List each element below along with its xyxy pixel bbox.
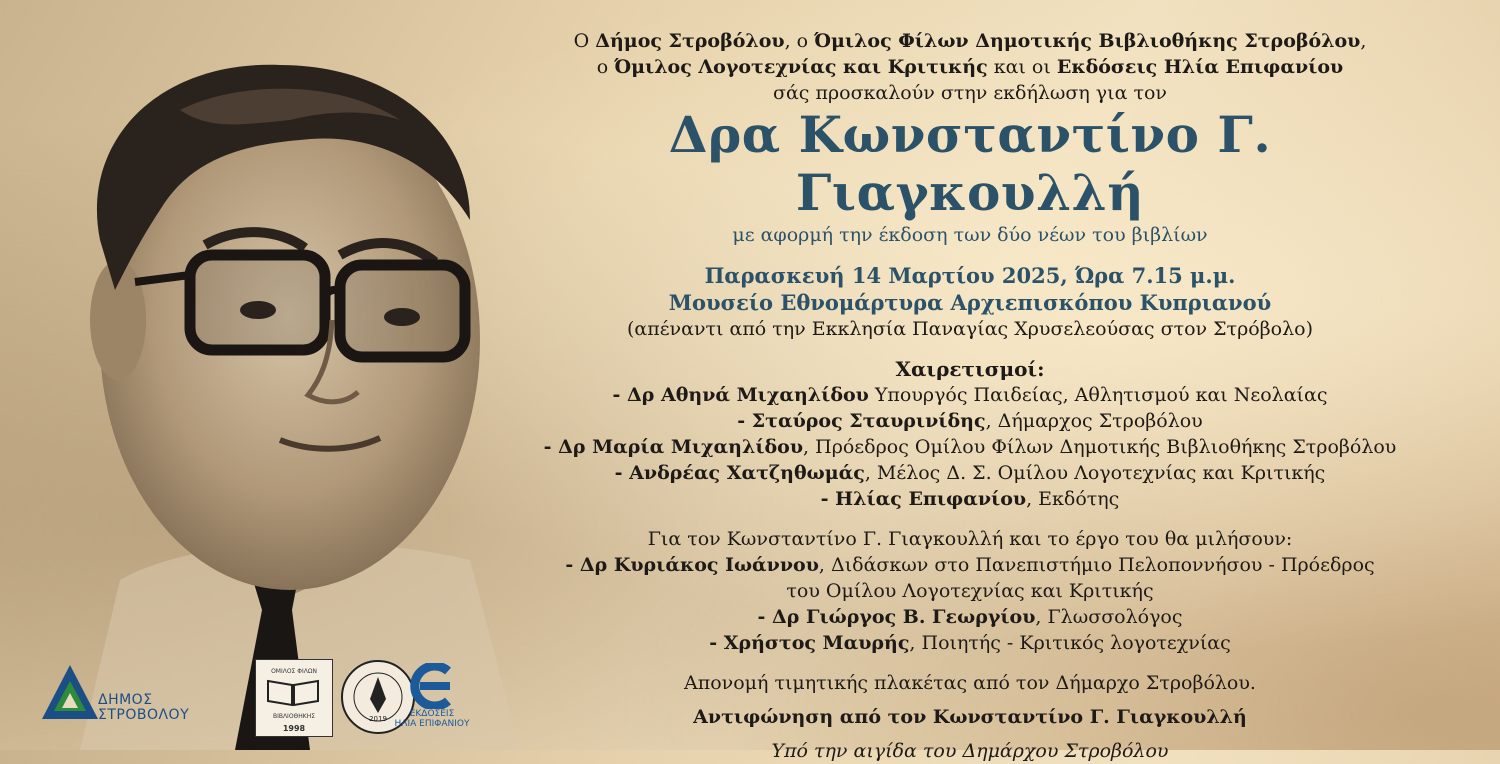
omilos-filon-logo	[255, 659, 333, 737]
invitation-text	[500, 28, 1440, 764]
sponsor-logos	[40, 655, 480, 745]
ekd-logo-text-1: ΕΚΔΟΣΕΙΣ	[409, 709, 455, 719]
intro-line-1: Ο Δήμος Στροβόλου, ο Όμιλος Φίλων Δημοτικής Βιβλιοθήκης Στροβόλου,	[573, 30, 1367, 52]
omilos-logo-year: 1998	[282, 724, 306, 733]
ekd-logo-text-2: ΗΛΙΑ ΕΠΙΦΑΝΙΟΥ	[394, 719, 470, 729]
intro-line-2: ο Όμιλος Λογοτεχνίας και Κριτικής και οι Εκδόσεις Ηλία Επιφανίου	[596, 56, 1344, 78]
speakers-heading: Για τον Κωνσταντίνο Γ. Γιαγκουλλή και το έργο του θα μιλήσουν:	[647, 528, 1293, 550]
portrait-photo	[40, 20, 520, 750]
speaker-item: - Δρ Κυριάκος Ιωάννου, Διδάσκων στο Πανεπιστήμιο Πελοποννήσου - Πρόεδρος	[565, 554, 1375, 576]
speaker-item: - Δρ Γιώργος Β. Γεωργίου, Γλωσσολόγος	[757, 606, 1183, 628]
aegis-note: Υπό την αιγίδα του Δημάρχου Στροβόλου	[771, 740, 1169, 762]
omilos-logo-text-1: ΟΜΙΛΟΣ ΦΙΛΩΝ	[271, 668, 317, 675]
event-venue: Μουσείο Εθνομάρτυρα Αρχιεπισκόπου Κυπριανού	[668, 290, 1272, 315]
award-note: Απονομή τιμητικής πλακέτας από τον Δήμαρχο Στροβόλου.	[684, 672, 1256, 694]
dimos-strovolou-logo	[40, 663, 210, 733]
greeting-item: - Δρ Μαρία Μιχαηλίδου, Πρόεδρος Ομίλου Φίλων Δημοτικής Βιβλιοθήκης Στροβόλου	[543, 436, 1397, 458]
dimos-logo-text-2: ΣΤΡΟΒΟΛΟΥ	[98, 707, 190, 723]
triangle-logo-icon	[40, 663, 100, 723]
event-venue-note: (απέναντι από την Εκκλησία Παναγίας Χρυσελεούσας στον Στρόβολο)	[626, 318, 1313, 340]
page-title: Δρα Κωνσταντίνο Γ. Γιαγκουλλή	[668, 105, 1272, 222]
response-note: Αντιφώνηση από τον Κωνσταντίνο Γ. Γιαγκουλλή	[693, 706, 1247, 728]
e-logo-icon	[390, 663, 474, 709]
speaker-item-continued: του Ομίλου Λογοτεχνίας και Κριτικής	[786, 580, 1154, 602]
subtitle: με αφορμή την έκδοση των δύο νέων του βιβλίων	[732, 224, 1208, 246]
seal-year: 2019	[369, 715, 387, 723]
greeting-item: - Δρ Αθηνά Μιχαηλίδου Υπουργός Παιδείας, Αθλητισμού και Νεολαίας	[612, 384, 1328, 406]
book-icon	[256, 675, 330, 709]
greetings-heading: Χαιρετισμοί:	[895, 357, 1045, 381]
greeting-item: - Ανδρέας Χατζηθωμάς, Μέλος Δ. Σ. Ομίλου Λογοτεχνίας και Κριτικής	[614, 462, 1326, 484]
event-datetime: Παρασκευή 14 Μαρτίου 2025, Ώρα 7.15 μ.μ.	[704, 263, 1236, 288]
greeting-item: - Ηλίας Επιφανίου, Εκδότης	[820, 488, 1120, 510]
intro-line-3: σάς προσκαλούν στην εκδήλωση για τον	[773, 82, 1167, 104]
greeting-item: - Σταύρος Σταυρινίδης, Δήμαρχος Στροβόλου	[737, 410, 1203, 432]
speaker-item: - Χρήστος Μαυρής, Ποιητής - Κριτικός λογοτεχνίας	[709, 632, 1231, 654]
omilos-logo-text-2: ΒΙΒΛΙΟΘΗΚΗΣ	[272, 713, 316, 720]
dimos-logo-text-1: ΔΗΜΟΣ	[98, 692, 153, 708]
ekdoseis-epifaniou-logo	[390, 663, 474, 737]
